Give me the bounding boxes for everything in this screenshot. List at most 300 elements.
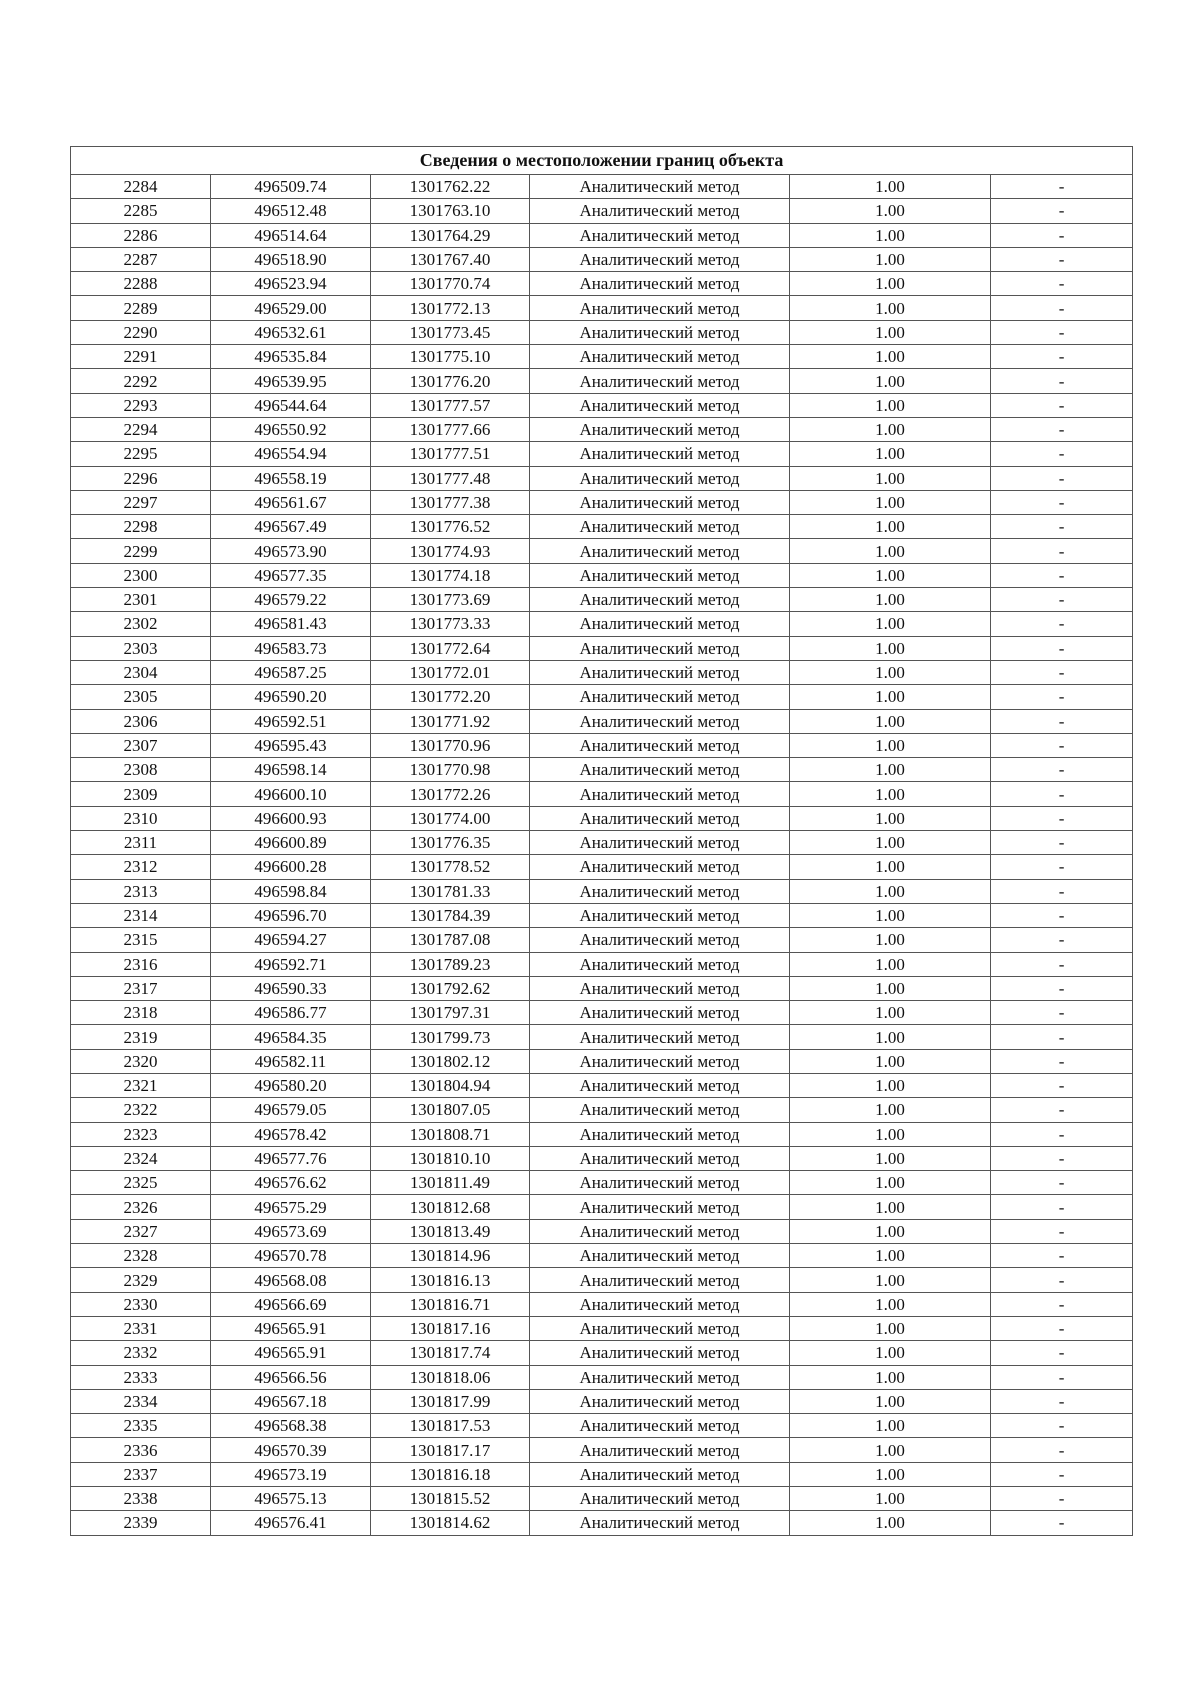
x-coordinate-cell: 496539.95 bbox=[211, 369, 371, 393]
point-number-cell: 2324 bbox=[71, 1146, 211, 1170]
table-row bbox=[71, 758, 1133, 782]
note-cell: - bbox=[991, 320, 1133, 344]
point-number-cell: 2323 bbox=[71, 1122, 211, 1146]
accuracy-cell: 1.00 bbox=[790, 320, 991, 344]
x-coordinate-cell: 496576.62 bbox=[211, 1171, 371, 1195]
point-number-cell: 2329 bbox=[71, 1268, 211, 1292]
note-cell: - bbox=[991, 1171, 1133, 1195]
y-coordinate-cell: 1301777.51 bbox=[371, 442, 530, 466]
y-coordinate-cell: 1301773.45 bbox=[371, 320, 530, 344]
y-coordinate-cell: 1301772.20 bbox=[371, 685, 530, 709]
table-row bbox=[71, 1341, 1133, 1365]
y-coordinate-cell: 1301776.35 bbox=[371, 831, 530, 855]
boundary-coordinates-table bbox=[70, 146, 1133, 1536]
accuracy-cell: 1.00 bbox=[790, 1292, 991, 1316]
table-row bbox=[71, 1365, 1133, 1389]
y-coordinate-cell: 1301812.68 bbox=[371, 1195, 530, 1219]
y-coordinate-cell: 1301817.99 bbox=[371, 1389, 530, 1413]
method-cell: Аналитический метод bbox=[530, 660, 790, 684]
method-cell: Аналитический метод bbox=[530, 733, 790, 757]
x-coordinate-cell: 496573.69 bbox=[211, 1219, 371, 1243]
x-coordinate-cell: 496568.38 bbox=[211, 1414, 371, 1438]
point-number-cell: 2327 bbox=[71, 1219, 211, 1243]
y-coordinate-cell: 1301816.18 bbox=[371, 1462, 530, 1486]
x-coordinate-cell: 496529.00 bbox=[211, 296, 371, 320]
table-row bbox=[71, 1462, 1133, 1486]
accuracy-cell: 1.00 bbox=[790, 806, 991, 830]
table-row bbox=[71, 466, 1133, 490]
x-coordinate-cell: 496570.78 bbox=[211, 1244, 371, 1268]
note-cell: - bbox=[991, 831, 1133, 855]
method-cell: Аналитический метод bbox=[530, 1268, 790, 1292]
y-coordinate-cell: 1301813.49 bbox=[371, 1219, 530, 1243]
x-coordinate-cell: 496586.77 bbox=[211, 1001, 371, 1025]
x-coordinate-cell: 496600.28 bbox=[211, 855, 371, 879]
y-coordinate-cell: 1301818.06 bbox=[371, 1365, 530, 1389]
y-coordinate-cell: 1301792.62 bbox=[371, 976, 530, 1000]
point-number-cell: 2335 bbox=[71, 1414, 211, 1438]
method-cell: Аналитический метод bbox=[530, 1438, 790, 1462]
note-cell: - bbox=[991, 223, 1133, 247]
note-cell: - bbox=[991, 976, 1133, 1000]
x-coordinate-cell: 496566.56 bbox=[211, 1365, 371, 1389]
x-coordinate-cell: 496582.11 bbox=[211, 1049, 371, 1073]
note-cell: - bbox=[991, 296, 1133, 320]
note-cell: - bbox=[991, 636, 1133, 660]
table-title-row bbox=[71, 147, 1133, 175]
method-cell: Аналитический метод bbox=[530, 782, 790, 806]
table-row bbox=[71, 345, 1133, 369]
x-coordinate-cell: 496573.90 bbox=[211, 539, 371, 563]
method-cell: Аналитический метод bbox=[530, 831, 790, 855]
accuracy-cell: 1.00 bbox=[790, 175, 991, 199]
y-coordinate-cell: 1301767.40 bbox=[371, 247, 530, 271]
y-coordinate-cell: 1301808.71 bbox=[371, 1122, 530, 1146]
x-coordinate-cell: 496573.19 bbox=[211, 1462, 371, 1486]
point-number-cell: 2300 bbox=[71, 563, 211, 587]
table-row bbox=[71, 903, 1133, 927]
y-coordinate-cell: 1301773.69 bbox=[371, 588, 530, 612]
method-cell: Аналитический метод bbox=[530, 223, 790, 247]
x-coordinate-cell: 496600.10 bbox=[211, 782, 371, 806]
table-row bbox=[71, 1171, 1133, 1195]
x-coordinate-cell: 496532.61 bbox=[211, 320, 371, 344]
y-coordinate-cell: 1301772.01 bbox=[371, 660, 530, 684]
accuracy-cell: 1.00 bbox=[790, 758, 991, 782]
y-coordinate-cell: 1301772.26 bbox=[371, 782, 530, 806]
x-coordinate-cell: 496580.20 bbox=[211, 1073, 371, 1097]
point-number-cell: 2295 bbox=[71, 442, 211, 466]
y-coordinate-cell: 1301776.52 bbox=[371, 515, 530, 539]
point-number-cell: 2289 bbox=[71, 296, 211, 320]
x-coordinate-cell: 496577.35 bbox=[211, 563, 371, 587]
y-coordinate-cell: 1301816.13 bbox=[371, 1268, 530, 1292]
x-coordinate-cell: 496565.91 bbox=[211, 1316, 371, 1340]
note-cell: - bbox=[991, 879, 1133, 903]
point-number-cell: 2317 bbox=[71, 976, 211, 1000]
method-cell: Аналитический метод bbox=[530, 1195, 790, 1219]
point-number-cell: 2303 bbox=[71, 636, 211, 660]
note-cell: - bbox=[991, 733, 1133, 757]
accuracy-cell: 1.00 bbox=[790, 1195, 991, 1219]
method-cell: Аналитический метод bbox=[530, 636, 790, 660]
x-coordinate-cell: 496554.94 bbox=[211, 442, 371, 466]
point-number-cell: 2308 bbox=[71, 758, 211, 782]
accuracy-cell: 1.00 bbox=[790, 515, 991, 539]
note-cell: - bbox=[991, 806, 1133, 830]
note-cell: - bbox=[991, 1195, 1133, 1219]
note-cell: - bbox=[991, 369, 1133, 393]
point-number-cell: 2288 bbox=[71, 272, 211, 296]
x-coordinate-cell: 496512.48 bbox=[211, 199, 371, 223]
table-row bbox=[71, 393, 1133, 417]
y-coordinate-cell: 1301762.22 bbox=[371, 175, 530, 199]
accuracy-cell: 1.00 bbox=[790, 903, 991, 927]
table-row bbox=[71, 976, 1133, 1000]
note-cell: - bbox=[991, 175, 1133, 199]
accuracy-cell: 1.00 bbox=[790, 1341, 991, 1365]
method-cell: Аналитический метод bbox=[530, 1244, 790, 1268]
accuracy-cell: 1.00 bbox=[790, 1146, 991, 1170]
x-coordinate-cell: 496575.29 bbox=[211, 1195, 371, 1219]
x-coordinate-cell: 496587.25 bbox=[211, 660, 371, 684]
note-cell: - bbox=[991, 466, 1133, 490]
x-coordinate-cell: 496565.91 bbox=[211, 1341, 371, 1365]
accuracy-cell: 1.00 bbox=[790, 879, 991, 903]
method-cell: Аналитический метод bbox=[530, 539, 790, 563]
x-coordinate-cell: 496523.94 bbox=[211, 272, 371, 296]
x-coordinate-cell: 496581.43 bbox=[211, 612, 371, 636]
method-cell: Аналитический метод bbox=[530, 175, 790, 199]
table-row bbox=[71, 1049, 1133, 1073]
table-row bbox=[71, 612, 1133, 636]
y-coordinate-cell: 1301789.23 bbox=[371, 952, 530, 976]
accuracy-cell: 1.00 bbox=[790, 1268, 991, 1292]
accuracy-cell: 1.00 bbox=[790, 1462, 991, 1486]
x-coordinate-cell: 496567.18 bbox=[211, 1389, 371, 1413]
y-coordinate-cell: 1301799.73 bbox=[371, 1025, 530, 1049]
table-row bbox=[71, 320, 1133, 344]
y-coordinate-cell: 1301817.74 bbox=[371, 1341, 530, 1365]
table-row bbox=[71, 928, 1133, 952]
method-cell: Аналитический метод bbox=[530, 928, 790, 952]
x-coordinate-cell: 496594.27 bbox=[211, 928, 371, 952]
accuracy-cell: 1.00 bbox=[790, 490, 991, 514]
point-number-cell: 2321 bbox=[71, 1073, 211, 1097]
table-row bbox=[71, 1487, 1133, 1511]
note-cell: - bbox=[991, 515, 1133, 539]
x-coordinate-cell: 496558.19 bbox=[211, 466, 371, 490]
table-row bbox=[71, 952, 1133, 976]
accuracy-cell: 1.00 bbox=[790, 1365, 991, 1389]
accuracy-cell: 1.00 bbox=[790, 442, 991, 466]
point-number-cell: 2312 bbox=[71, 855, 211, 879]
y-coordinate-cell: 1301811.49 bbox=[371, 1171, 530, 1195]
table-row bbox=[71, 709, 1133, 733]
accuracy-cell: 1.00 bbox=[790, 1511, 991, 1535]
y-coordinate-cell: 1301784.39 bbox=[371, 903, 530, 927]
note-cell: - bbox=[991, 1389, 1133, 1413]
point-number-cell: 2310 bbox=[71, 806, 211, 830]
y-coordinate-cell: 1301776.20 bbox=[371, 369, 530, 393]
table-row bbox=[71, 199, 1133, 223]
y-coordinate-cell: 1301770.74 bbox=[371, 272, 530, 296]
table-row bbox=[71, 563, 1133, 587]
note-cell: - bbox=[991, 1438, 1133, 1462]
y-coordinate-cell: 1301787.08 bbox=[371, 928, 530, 952]
y-coordinate-cell: 1301815.52 bbox=[371, 1487, 530, 1511]
note-cell: - bbox=[991, 1073, 1133, 1097]
table-row bbox=[71, 1073, 1133, 1097]
accuracy-cell: 1.00 bbox=[790, 928, 991, 952]
accuracy-cell: 1.00 bbox=[790, 563, 991, 587]
method-cell: Аналитический метод bbox=[530, 588, 790, 612]
table-row bbox=[71, 369, 1133, 393]
method-cell: Аналитический метод bbox=[530, 1146, 790, 1170]
method-cell: Аналитический метод bbox=[530, 442, 790, 466]
method-cell: Аналитический метод bbox=[530, 879, 790, 903]
y-coordinate-cell: 1301810.10 bbox=[371, 1146, 530, 1170]
point-number-cell: 2305 bbox=[71, 685, 211, 709]
y-coordinate-cell: 1301774.93 bbox=[371, 539, 530, 563]
note-cell: - bbox=[991, 1414, 1133, 1438]
point-number-cell: 2318 bbox=[71, 1001, 211, 1025]
y-coordinate-cell: 1301772.13 bbox=[371, 296, 530, 320]
y-coordinate-cell: 1301804.94 bbox=[371, 1073, 530, 1097]
table-row bbox=[71, 296, 1133, 320]
accuracy-cell: 1.00 bbox=[790, 199, 991, 223]
point-number-cell: 2293 bbox=[71, 393, 211, 417]
point-number-cell: 2297 bbox=[71, 490, 211, 514]
table-row bbox=[71, 660, 1133, 684]
method-cell: Аналитический метод bbox=[530, 1025, 790, 1049]
accuracy-cell: 1.00 bbox=[790, 612, 991, 636]
point-number-cell: 2304 bbox=[71, 660, 211, 684]
point-number-cell: 2291 bbox=[71, 345, 211, 369]
method-cell: Аналитический метод bbox=[530, 709, 790, 733]
method-cell: Аналитический метод bbox=[530, 199, 790, 223]
table-row bbox=[71, 247, 1133, 271]
accuracy-cell: 1.00 bbox=[790, 685, 991, 709]
note-cell: - bbox=[991, 539, 1133, 563]
point-number-cell: 2328 bbox=[71, 1244, 211, 1268]
method-cell: Аналитический метод bbox=[530, 296, 790, 320]
y-coordinate-cell: 1301774.00 bbox=[371, 806, 530, 830]
note-cell: - bbox=[991, 490, 1133, 514]
x-coordinate-cell: 496596.70 bbox=[211, 903, 371, 927]
x-coordinate-cell: 496535.84 bbox=[211, 345, 371, 369]
accuracy-cell: 1.00 bbox=[790, 369, 991, 393]
note-cell: - bbox=[991, 782, 1133, 806]
point-number-cell: 2311 bbox=[71, 831, 211, 855]
point-number-cell: 2332 bbox=[71, 1341, 211, 1365]
note-cell: - bbox=[991, 1341, 1133, 1365]
y-coordinate-cell: 1301763.10 bbox=[371, 199, 530, 223]
accuracy-cell: 1.00 bbox=[790, 1171, 991, 1195]
table-row bbox=[71, 1244, 1133, 1268]
x-coordinate-cell: 496600.89 bbox=[211, 831, 371, 855]
point-number-cell: 2294 bbox=[71, 417, 211, 441]
note-cell: - bbox=[991, 660, 1133, 684]
note-cell: - bbox=[991, 1487, 1133, 1511]
x-coordinate-cell: 496579.05 bbox=[211, 1098, 371, 1122]
method-cell: Аналитический метод bbox=[530, 612, 790, 636]
accuracy-cell: 1.00 bbox=[790, 855, 991, 879]
accuracy-cell: 1.00 bbox=[790, 1438, 991, 1462]
y-coordinate-cell: 1301770.96 bbox=[371, 733, 530, 757]
accuracy-cell: 1.00 bbox=[790, 1389, 991, 1413]
x-coordinate-cell: 496561.67 bbox=[211, 490, 371, 514]
x-coordinate-cell: 496579.22 bbox=[211, 588, 371, 612]
accuracy-cell: 1.00 bbox=[790, 247, 991, 271]
y-coordinate-cell: 1301777.48 bbox=[371, 466, 530, 490]
y-coordinate-cell: 1301777.38 bbox=[371, 490, 530, 514]
accuracy-cell: 1.00 bbox=[790, 733, 991, 757]
accuracy-cell: 1.00 bbox=[790, 296, 991, 320]
method-cell: Аналитический метод bbox=[530, 758, 790, 782]
note-cell: - bbox=[991, 903, 1133, 927]
point-number-cell: 2307 bbox=[71, 733, 211, 757]
y-coordinate-cell: 1301807.05 bbox=[371, 1098, 530, 1122]
point-number-cell: 2309 bbox=[71, 782, 211, 806]
note-cell: - bbox=[991, 612, 1133, 636]
x-coordinate-cell: 496584.35 bbox=[211, 1025, 371, 1049]
note-cell: - bbox=[991, 393, 1133, 417]
point-number-cell: 2322 bbox=[71, 1098, 211, 1122]
point-number-cell: 2334 bbox=[71, 1389, 211, 1413]
point-number-cell: 2285 bbox=[71, 199, 211, 223]
accuracy-cell: 1.00 bbox=[790, 1219, 991, 1243]
note-cell: - bbox=[991, 1365, 1133, 1389]
x-coordinate-cell: 496570.39 bbox=[211, 1438, 371, 1462]
note-cell: - bbox=[991, 709, 1133, 733]
method-cell: Аналитический метод bbox=[530, 563, 790, 587]
note-cell: - bbox=[991, 1025, 1133, 1049]
table-row bbox=[71, 1025, 1133, 1049]
table-row bbox=[71, 1268, 1133, 1292]
method-cell: Аналитический метод bbox=[530, 515, 790, 539]
note-cell: - bbox=[991, 1511, 1133, 1535]
table-row bbox=[71, 1195, 1133, 1219]
note-cell: - bbox=[991, 247, 1133, 271]
point-number-cell: 2296 bbox=[71, 466, 211, 490]
table-row bbox=[71, 782, 1133, 806]
table-title: Сведения о местоположении границ объекта bbox=[71, 147, 1133, 175]
table-row bbox=[71, 515, 1133, 539]
point-number-cell: 2337 bbox=[71, 1462, 211, 1486]
point-number-cell: 2298 bbox=[71, 515, 211, 539]
y-coordinate-cell: 1301775.10 bbox=[371, 345, 530, 369]
method-cell: Аналитический метод bbox=[530, 1487, 790, 1511]
accuracy-cell: 1.00 bbox=[790, 1073, 991, 1097]
x-coordinate-cell: 496592.51 bbox=[211, 709, 371, 733]
x-coordinate-cell: 496568.08 bbox=[211, 1268, 371, 1292]
point-number-cell: 2286 bbox=[71, 223, 211, 247]
accuracy-cell: 1.00 bbox=[790, 636, 991, 660]
note-cell: - bbox=[991, 1316, 1133, 1340]
y-coordinate-cell: 1301817.16 bbox=[371, 1316, 530, 1340]
x-coordinate-cell: 496598.84 bbox=[211, 879, 371, 903]
method-cell: Аналитический метод bbox=[530, 1511, 790, 1535]
point-number-cell: 2287 bbox=[71, 247, 211, 271]
table-row bbox=[71, 1122, 1133, 1146]
note-cell: - bbox=[991, 1049, 1133, 1073]
y-coordinate-cell: 1301773.33 bbox=[371, 612, 530, 636]
method-cell: Аналитический метод bbox=[530, 466, 790, 490]
accuracy-cell: 1.00 bbox=[790, 709, 991, 733]
note-cell: - bbox=[991, 442, 1133, 466]
accuracy-cell: 1.00 bbox=[790, 345, 991, 369]
x-coordinate-cell: 496575.13 bbox=[211, 1487, 371, 1511]
method-cell: Аналитический метод bbox=[530, 247, 790, 271]
method-cell: Аналитический метод bbox=[530, 490, 790, 514]
note-cell: - bbox=[991, 1244, 1133, 1268]
y-coordinate-cell: 1301797.31 bbox=[371, 1001, 530, 1025]
x-coordinate-cell: 496590.33 bbox=[211, 976, 371, 1000]
method-cell: Аналитический метод bbox=[530, 369, 790, 393]
point-number-cell: 2333 bbox=[71, 1365, 211, 1389]
accuracy-cell: 1.00 bbox=[790, 272, 991, 296]
table-row bbox=[71, 1292, 1133, 1316]
y-coordinate-cell: 1301778.52 bbox=[371, 855, 530, 879]
x-coordinate-cell: 496592.71 bbox=[211, 952, 371, 976]
point-number-cell: 2336 bbox=[71, 1438, 211, 1462]
point-number-cell: 2339 bbox=[71, 1511, 211, 1535]
accuracy-cell: 1.00 bbox=[790, 1487, 991, 1511]
method-cell: Аналитический метод bbox=[530, 806, 790, 830]
table-row bbox=[71, 1511, 1133, 1535]
accuracy-cell: 1.00 bbox=[790, 1001, 991, 1025]
accuracy-cell: 1.00 bbox=[790, 976, 991, 1000]
note-cell: - bbox=[991, 1292, 1133, 1316]
accuracy-cell: 1.00 bbox=[790, 539, 991, 563]
point-number-cell: 2325 bbox=[71, 1171, 211, 1195]
accuracy-cell: 1.00 bbox=[790, 1025, 991, 1049]
x-coordinate-cell: 496518.90 bbox=[211, 247, 371, 271]
accuracy-cell: 1.00 bbox=[790, 393, 991, 417]
accuracy-cell: 1.00 bbox=[790, 952, 991, 976]
y-coordinate-cell: 1301771.92 bbox=[371, 709, 530, 733]
method-cell: Аналитический метод bbox=[530, 1365, 790, 1389]
note-cell: - bbox=[991, 952, 1133, 976]
accuracy-cell: 1.00 bbox=[790, 660, 991, 684]
note-cell: - bbox=[991, 928, 1133, 952]
table-row bbox=[71, 855, 1133, 879]
note-cell: - bbox=[991, 417, 1133, 441]
accuracy-cell: 1.00 bbox=[790, 1122, 991, 1146]
table-row bbox=[71, 831, 1133, 855]
accuracy-cell: 1.00 bbox=[790, 1414, 991, 1438]
table-row bbox=[71, 417, 1133, 441]
method-cell: Аналитический метод bbox=[530, 1049, 790, 1073]
table-row bbox=[71, 636, 1133, 660]
method-cell: Аналитический метод bbox=[530, 1414, 790, 1438]
point-number-cell: 2319 bbox=[71, 1025, 211, 1049]
note-cell: - bbox=[991, 855, 1133, 879]
point-number-cell: 2301 bbox=[71, 588, 211, 612]
point-number-cell: 2306 bbox=[71, 709, 211, 733]
y-coordinate-cell: 1301770.98 bbox=[371, 758, 530, 782]
x-coordinate-cell: 496583.73 bbox=[211, 636, 371, 660]
point-number-cell: 2302 bbox=[71, 612, 211, 636]
x-coordinate-cell: 496514.64 bbox=[211, 223, 371, 247]
method-cell: Аналитический метод bbox=[530, 393, 790, 417]
accuracy-cell: 1.00 bbox=[790, 1049, 991, 1073]
y-coordinate-cell: 1301777.66 bbox=[371, 417, 530, 441]
method-cell: Аналитический метод bbox=[530, 1316, 790, 1340]
table-row bbox=[71, 1438, 1133, 1462]
method-cell: Аналитический метод bbox=[530, 1462, 790, 1486]
